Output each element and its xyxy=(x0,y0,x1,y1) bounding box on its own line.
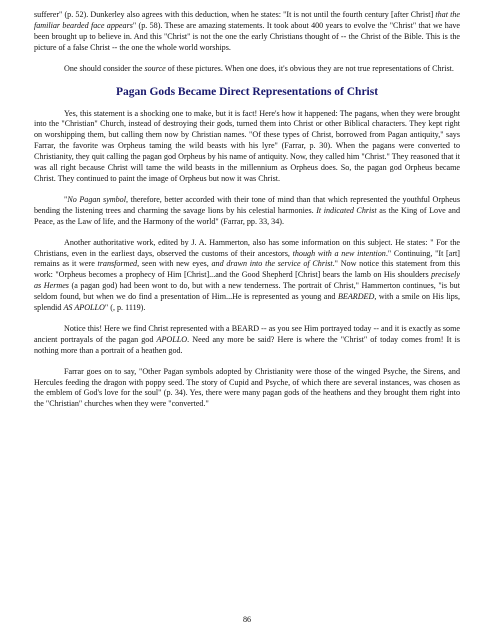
paragraph-p1 xyxy=(34,10,460,54)
text-segment: Another authoritative work, edited by J. A. Hammerton, also has some information on this subject. He states: " For the Christians, even in the earliest days, observed the customs of their ancestors, xyxy=(34,237,460,258)
text-segment: , seen with new eyes, xyxy=(137,259,212,269)
text-segment: " xyxy=(64,194,68,204)
text-segment: " ( xyxy=(104,303,113,313)
text-segment: of these pictures. When one does, it's obvious they are not true representations of Christ. xyxy=(165,63,454,73)
text-segment: precisely as Hermes xyxy=(34,270,460,291)
text-segment: though with a new intention xyxy=(292,248,386,258)
text-segment: , with a smile on His lips, splendid xyxy=(34,292,460,313)
text-segment: Farrar goes on to say, "Other Pagan symbols adopted by Christianity were those of the winged Psyche, the Sirens, and Hercules feeding the dragon with poppy seed. The story of Cupid and Psyche, of which there are several instances, was chosen as the emblem of God's love for the soul" (p. 34). Yes, there were many pagan gods of the heathens and they brought them right into the "Christian" churches when they were "converted." xyxy=(34,366,460,409)
section-heading: Pagan Gods Became Direct Representations of Christ xyxy=(115,85,379,98)
text-segment: and drawn into the service of Christ xyxy=(211,259,333,269)
text-segment: Yes, this statement is a shocking one to make, but it is fact! Here's how it happened: The pagans, when they were brought into the "Christian" Church, instead of destroying their gods, turned them into Christ or other Biblical characters. They kept right on worshipping them, but calling them now by Christian names. "Of these types of Christ, borrowed from Pagan antiquity," says Farrar, the favorite was Orpheus taming the wild beasts with his lyre" (Farrar, p. 30). When the pagans were converted to Christianity, they quit calling the pagan god Orpheus by his name of antiquity. Now, they called him "Christ." They reasoned that it was all right because Christ will tame the wild beasts in the millennium as Orpheus does. So, the pagan god Orpheus became Christ. They continued to paint the image of Orpheus but now it was Christ. xyxy=(34,108,460,183)
paragraph-p3 xyxy=(34,109,460,185)
paragraph-gap xyxy=(34,228,460,238)
text-segment: transformed xyxy=(97,259,138,269)
text-segment: ." Now notice this statement from this work: "Orpheus becomes a prophecy of Him [Christ]...and the Good Shepherd [Christ] bears the lamb on His shoulders xyxy=(34,259,461,280)
text-segment: , therefore, better accorded with their tone of mind than that which represented the youthful Orpheus bending the listening trees and charming the savage lions by his celestial harmonies. xyxy=(34,194,460,215)
text-segment: that the familiar bearded face appears xyxy=(34,10,460,30)
text-segment: (a pagan god) had been wont to do, but with a new tenderness. The portrait of Christ," Hammerton continues, "is but seldom found, but when we do find a presentation of Him...He is represented as young and xyxy=(34,281,460,302)
body-text-before-heading xyxy=(34,10,460,75)
paragraph-gap xyxy=(34,357,460,367)
paragraph-gap xyxy=(34,54,460,64)
text-segment: ." Continuing, "It [art] remains as it were xyxy=(34,248,460,269)
paragraph-gap xyxy=(34,185,460,195)
text-segment: " (p. 58). These are amazing statements. It took about 400 years to evolve the "Christ" that we have been brought up to believe in. And this "Christ" is not the one the early Christians thought of -- the Christ of the Bible. This is the picture of a false Christ -- the one the whole world worships. xyxy=(34,20,460,52)
paragraph-p6 xyxy=(34,324,460,357)
paragraph-p5 xyxy=(34,238,460,314)
paragraph-p4 xyxy=(34,195,460,228)
text-segment: AS APOLLO xyxy=(63,303,105,313)
page-number: 86 xyxy=(242,615,252,624)
paragraph-gap xyxy=(34,314,460,324)
text-segment: No Pagan symbol xyxy=(67,194,126,204)
text-segment: One should consider the xyxy=(64,63,145,73)
text-segment: . Need any more be said? Here is where the "Christ" of today comes from! It is nothing more than a portrait of a heathen god. xyxy=(34,334,461,355)
text-segment: as the King of Love and Peace, as the Law of life, and the Harmony of the world" (Farrar, pp. 33, 34). xyxy=(34,205,460,226)
text-segment: APOLLO xyxy=(156,334,188,344)
body-text-after-heading xyxy=(34,109,460,411)
text-segment: source xyxy=(144,63,166,73)
paragraph-p2 xyxy=(34,64,460,75)
text-segment: Notice this! Here we find Christ represented with a BEARD -- as you see Him portrayed today -- and it is exactly as some ancient portrayals of the pagan god xyxy=(34,323,460,344)
text-segment: , p. 1119). xyxy=(112,303,146,313)
text-segment: BEARDED xyxy=(337,292,375,302)
paragraph-p7 xyxy=(34,367,460,411)
text-segment: It indicated Christ xyxy=(316,205,377,215)
text-segment: sufferer" (p. 52). Dunkerley also agrees with this deduction, when he states: "It is not until the fourth century [after Christ] xyxy=(34,10,436,19)
